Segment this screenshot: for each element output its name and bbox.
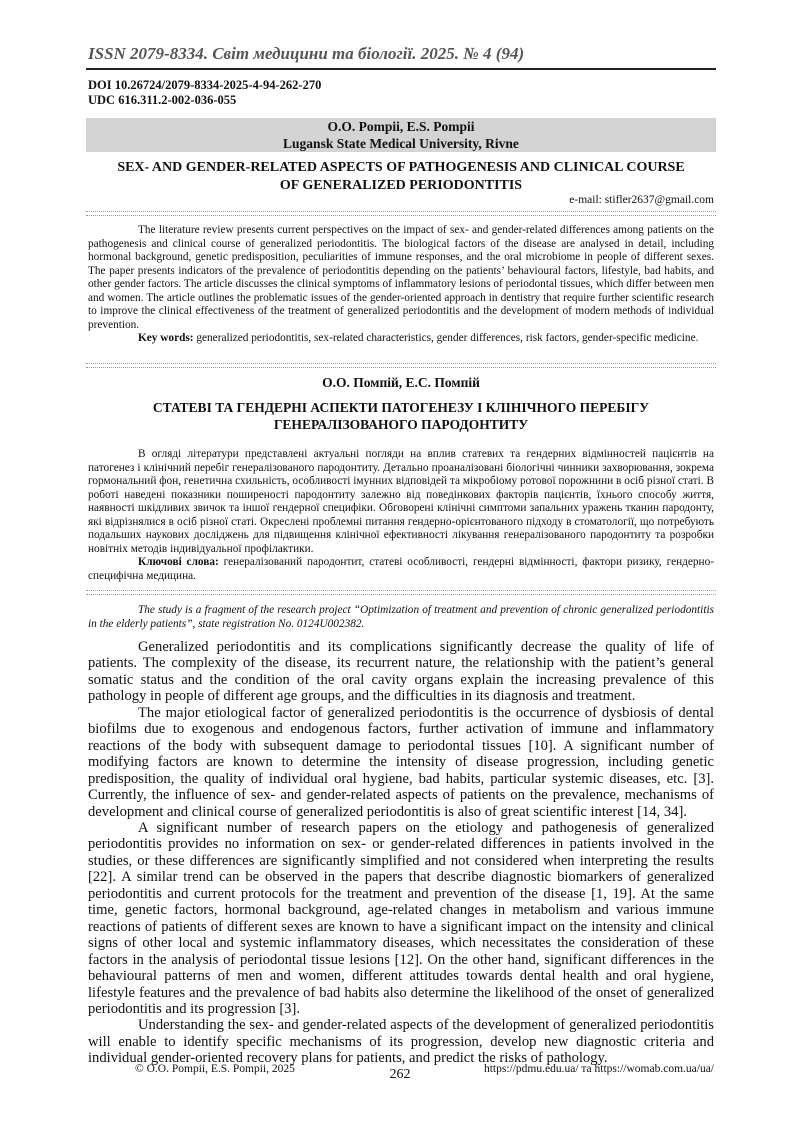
project-note: The study is a fragment of the research project “Optimization of treatment and prevention of chronic generalized periodontitis in the elderly patients”, state registration No. 0124U002382. (88, 604, 714, 630)
keywords-uk (88, 556, 714, 583)
footer-links[interactable]: https://pdmu.edu.ua/ та https://womab.com.ua/ua/ (483, 1063, 714, 1075)
abstract-uk (88, 448, 714, 583)
footer-copyright: © O.O. Pompii, E.S. Pompii, 2025 (135, 1063, 295, 1075)
keywords-en-label: Key words: (138, 332, 194, 344)
header-rule (86, 68, 716, 70)
keywords-uk-text: генералізований пародонтит, статеві особливості, гендерні відмінності, фактори ризику, гендерно-специфічна медицина. (88, 556, 715, 582)
article-body (88, 639, 714, 1067)
author-email[interactable]: e-mail: stifler2637@gmail.com (569, 194, 714, 206)
author-names: O.O. Pompii, E.S. Pompii (327, 119, 475, 134)
body-paragraph: Generalized periodontitis and its complications significantly decrease the quality of life of patients. The complexity of the disease, its recurrent nature, the relationship with the patient’s general somatic status and the condition of the oral cavity organs explain the increasing prevalence of this pathology in people of different age groups, and the difficulties in its diagnosis and treatment. (88, 639, 714, 705)
divider-mid (86, 363, 716, 368)
affiliation: Lugansk State Medical University, Rivne (283, 136, 519, 151)
doi[interactable]: DOI 10.26724/2079-8334-2025-4-94-262-270 (88, 78, 322, 92)
body-paragraph: A significant number of research papers on the etiology and pathogenesis of generalized periodontitis provides no information on sex- or gender-related differences in patients involved in the studies, or these differences are significantly simplified and not considered when interpreting the results [22]. A similar trend can be observed in the papers that describe diagnostic biomarkers of generalized periodontitis and current protocols for the treatment and prevention of the disease [1, 19]. At the same time, genetic factors, hormonal background, age-related changes in metabolism and various immune reactions of patients of different sexes are known to have a significant impact on the intensity and clinical signs of other local and systemic inflammatory diseases, which necessitates the consideration of these factors in the analysis of periodontal tissue lesions [12]. On the other hand, significant differences in the behavioural patterns of men and women, different attitudes towards dental health and oral hygiene, lifestyle features and the prevalence of bad habits also determine the likelihood of the onset of generalized periodontitis and its progression [3]. (88, 819, 714, 1017)
journal-header: ISSN 2079-8334. Світ медицини та біології. 2025. № 4 (94) (88, 44, 525, 63)
uk-authors: О.О. Помпій, Е.С. Помпій (322, 375, 480, 390)
keywords-uk-label: Ключові слова: (138, 556, 219, 568)
page-number: 262 (389, 1067, 411, 1082)
divider-bottom (86, 590, 716, 595)
abstract-en (88, 224, 714, 346)
keywords-en (88, 332, 714, 346)
uk-title: СТАТЕВІ ТА ГЕНДЕРНІ АСПЕКТИ ПАТОГЕНЕЗУ І КЛІНІЧНОГО ПЕРЕБІГУ ГЕНЕРАЛІЗОВАНОГО ПАРОДОНТИТУ (152, 400, 650, 432)
abstract-uk-text: В огляді літератури представлені актуальні погляди на вплив статевих та гендерних відмінностей пацієнтів на патогенез і клінічний перебіг генералізованого пародонтиту. Детально проаналізовані біологічні чинники захворювання, зокрема гормональний фон, генетична схильність, особливості імунних відповідей та мікробіому ротової порожнини в осіб різної статі. В роботі наведені показники поширеності пародонтиту залежно від поведінкових факторів пацієнтів, їхнього способу життя, наявності шкідливих звичок та іншої гендерної специфіки. Обговорені клінічні симптоми запальних уражень тканин пародонту, які відрізнялися в осіб різної статі. Окреслені проблемні питання гендерно-орієнтованого підходу в стоматології, що потребують подальших наукових досліджень для підвищення клінічної ефективності лікування генералізованого пародонтиту та розробки новітніх методів індивідуальної профілактики. (88, 448, 714, 555)
article-title: SEX- AND GENDER-RELATED ASPECTS OF PATHOGENESIS AND CLINICAL COURSE OF GENERALIZED PERIODONTITIS (117, 160, 685, 193)
article-identifiers (88, 78, 321, 108)
divider-top (86, 211, 716, 216)
authors-box (86, 118, 716, 152)
keywords-en-text: generalized periodontitis, sex-related characteristics, gender differences, risk factors, gender-specific medicine. (196, 332, 699, 344)
body-paragraph: The major etiological factor of generalized periodontitis is the occurrence of dysbiosis of dental biofilms due to exogenous and endogenous factors, further activation of immune and inflammatory reactions of the body with subsequent damage to periodontal tissues [10]. A significant number of modifying factors are known to determine the intensity of disease progression, including genetic predisposition, the quality of individual oral hygiene, bad habits, particular systemic diseases, etc. [3]. Currently, the influence of sex- and gender-related aspects of patients on the prevalence, mechanisms of development and clinical course of generalized periodontitis is also of great scientific interest [14, 34]. (88, 704, 714, 820)
body-paragraph: Understanding the sex- and gender-related aspects of the development of generalized periodontitis will enable to identify specific mechanisms of its progression, develop new diagnostic criteria and individual gender-oriented recovery plans for patients, and predict the risks of pathology. (88, 1017, 714, 1067)
udc: UDC 616.311.2-002-036-055 (88, 93, 237, 107)
abstract-en-text: The literature review presents current perspectives on the impact of sex- and gender-related differences among patients on the pathogenesis and clinical course of generalized periodontitis. The biological factors of the disease are analysed in detail, including hormonal background, genetic predisposition, peculiarities of immune responses, and the oral microbiome in people of different sexes. The paper presents indicators of the prevalence of periodontitis depending on the patients’ behavioural factors, lifestyle, bad habits, and other gender factors. The article discusses the clinical symptoms of inflammatory lesions of periodontal tissues, which differ between men and women. The article outlines the problematic issues of the gender-oriented approach in dentistry that require further scientific research to improve the clinical effectiveness of the treatment of generalized periodontitis and the development of modern methods of individual prevention. (88, 224, 714, 331)
